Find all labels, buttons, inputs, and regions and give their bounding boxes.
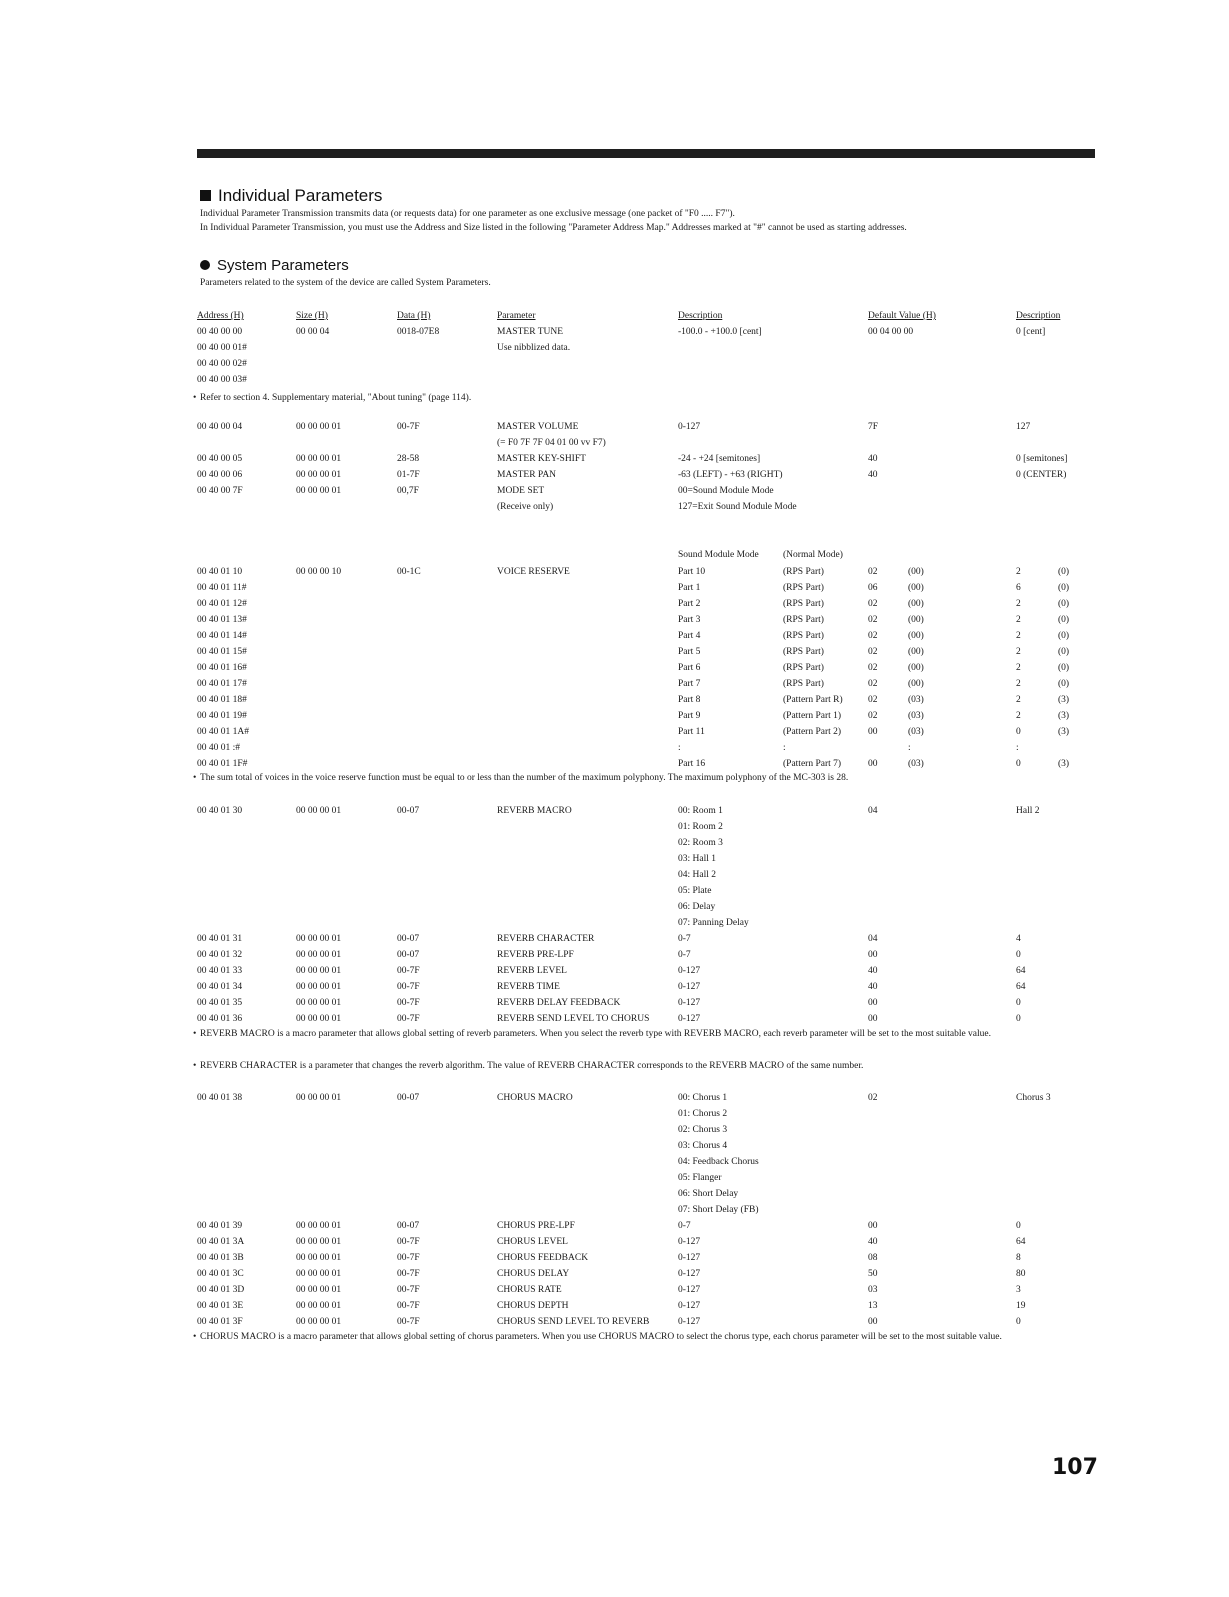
master-row-data: 28-58 bbox=[397, 454, 420, 464]
voice-row-d1: 02 bbox=[868, 711, 878, 721]
voice-row-v1: 2 bbox=[1016, 679, 1021, 689]
reverb-macro-option: 06: Delay bbox=[678, 902, 716, 912]
voice-row-v2: (3) bbox=[1058, 727, 1070, 737]
reverb-row-desc: 0-127 bbox=[678, 1014, 701, 1024]
chorus-macro-size: 00 00 00 01 bbox=[296, 1093, 342, 1103]
voice-row-v1: : bbox=[1016, 743, 1019, 753]
voice-row-d2: (00) bbox=[908, 631, 924, 641]
master-row-addr: 00 40 00 7F bbox=[197, 486, 243, 496]
chorus-row-addr: 00 40 01 3F bbox=[197, 1317, 243, 1327]
master-row-desc: -24 - +24 [semitones] bbox=[678, 454, 761, 464]
master-row-param: MASTER PAN bbox=[497, 470, 557, 480]
voice-row-v1: 2 bbox=[1016, 631, 1021, 641]
voice-row-part: Part 7 bbox=[678, 679, 701, 689]
reverb-row-size: 00 00 00 01 bbox=[296, 1014, 342, 1024]
voice-row-v2: (0) bbox=[1058, 615, 1070, 625]
voice-row-v2: (3) bbox=[1058, 759, 1070, 769]
chorus-row-desc2: 80 bbox=[1016, 1269, 1026, 1279]
voice-row-d1: 02 bbox=[868, 647, 878, 657]
master-row-data: 00-7F bbox=[397, 422, 420, 432]
reverb-row-desc2: 4 bbox=[1016, 934, 1021, 944]
voice-row-d2: (00) bbox=[908, 567, 924, 577]
chorus-row-addr: 00 40 01 3A bbox=[197, 1237, 245, 1247]
voice-row-addr: 00 40 01 15# bbox=[197, 647, 247, 657]
chorus-macro-addr: 00 40 01 38 bbox=[197, 1093, 243, 1103]
voice-row-type: (Pattern Part 2) bbox=[783, 727, 842, 737]
reverb-row-desc: 0-7 bbox=[678, 950, 691, 960]
chorus-row-desc: 0-127 bbox=[678, 1269, 701, 1279]
bullet-icon: • bbox=[193, 1332, 197, 1342]
master-row-size: 00 00 00 01 bbox=[296, 422, 342, 432]
voice-row-v1: 2 bbox=[1016, 599, 1021, 609]
voice-row-addr: 00 40 01 13# bbox=[197, 615, 247, 625]
reverb-row-addr: 00 40 01 36 bbox=[197, 1014, 243, 1024]
chorus-macro-def: 02 bbox=[868, 1093, 878, 1103]
chorus-row-def: 40 bbox=[868, 1237, 878, 1247]
voice-row-type: (RPS Part) bbox=[783, 615, 824, 625]
voice-row-v1: 2 bbox=[1016, 663, 1021, 673]
voice-row-v2: (0) bbox=[1058, 567, 1070, 577]
reverb-row-size: 00 00 00 01 bbox=[296, 950, 342, 960]
chorus-row-data: 00-7F bbox=[397, 1253, 420, 1263]
voice-row-addr: 00 40 01 1F# bbox=[197, 759, 248, 769]
column-header: Parameter bbox=[497, 311, 536, 321]
reverb-row-param: REVERB CHARACTER bbox=[497, 934, 595, 944]
chorus-row-desc2: 64 bbox=[1016, 1237, 1026, 1247]
chorus-row-data: 00-07 bbox=[397, 1221, 420, 1231]
reverb-row-desc: 0-127 bbox=[678, 982, 701, 992]
chorus-row-desc: 0-127 bbox=[678, 1237, 701, 1247]
tune-row-addr: 00 40 00 01# bbox=[197, 343, 247, 353]
chorus-row-size: 00 00 00 01 bbox=[296, 1221, 342, 1231]
voice-subheader: (Normal Mode) bbox=[783, 550, 843, 560]
voice-row-d2: (03) bbox=[908, 711, 924, 721]
master-row-desc2: 127 bbox=[1016, 422, 1031, 432]
reverb-row-data: 00-7F bbox=[397, 998, 420, 1008]
voice-row-part: Part 3 bbox=[678, 615, 701, 625]
chorus-row-param: CHORUS SEND LEVEL TO REVERB bbox=[497, 1317, 650, 1327]
note-text: Refer to section 4. Supplementary material, "About tuning" (page 114). bbox=[200, 393, 472, 403]
section-heading bbox=[200, 186, 382, 206]
voice-row-type: (RPS Part) bbox=[783, 679, 824, 689]
reverb-macro-desc2: Hall 2 bbox=[1016, 806, 1040, 816]
voice-row-addr: 00 40 01 19# bbox=[197, 711, 247, 721]
voice-row-data: 00-1C bbox=[397, 567, 421, 577]
reverb-row-size: 00 00 00 01 bbox=[296, 998, 342, 1008]
column-header: Description bbox=[1016, 311, 1061, 321]
chorus-macro-data: 00-07 bbox=[397, 1093, 420, 1103]
chorus-macro-option: 00: Chorus 1 bbox=[678, 1093, 728, 1103]
voice-row-part: Part 11 bbox=[678, 727, 705, 737]
section-intro-2: In Individual Parameter Transmission, you must use the Address and Size listed in the following "Parameter Address Map." Addresses marked at "#" cannot be used as starting addresses. bbox=[200, 223, 907, 233]
chorus-row-def: 00 bbox=[868, 1317, 878, 1327]
master-row-def: 7F bbox=[868, 422, 879, 432]
voice-row-v1: 2 bbox=[1016, 615, 1021, 625]
voice-row-type: (RPS Part) bbox=[783, 583, 824, 593]
voice-row-d1: 00 bbox=[868, 727, 878, 737]
master-row-data: 01-7F bbox=[397, 470, 420, 480]
tune-row-addr: 00 40 00 00 bbox=[197, 327, 243, 337]
voice-row-addr: 00 40 01 11# bbox=[197, 583, 247, 593]
top-rule bbox=[197, 149, 1095, 158]
voice-row-type: (Pattern Part 1) bbox=[783, 711, 842, 721]
chorus-row-def: 03 bbox=[868, 1285, 878, 1295]
voice-row-part: Part 16 bbox=[678, 759, 706, 769]
master-row-param: MODE SET bbox=[497, 486, 545, 496]
chorus-row-size: 00 00 00 01 bbox=[296, 1237, 342, 1247]
voice-row-d1: 00 bbox=[868, 759, 878, 769]
voice-row-d1: 02 bbox=[868, 567, 878, 577]
tune-row-desc: -100.0 - +100.0 [cent] bbox=[678, 327, 762, 337]
reverb-row-def: 40 bbox=[868, 966, 878, 976]
reverb-macro-addr: 00 40 01 30 bbox=[197, 806, 243, 816]
note-text: CHORUS MACRO is a macro parameter that allows global setting of chorus parameters. When you use CHORUS MACRO to select the chorus type, each chorus parameter will be set to the most suitable value. bbox=[200, 1332, 1002, 1342]
reverb-macro-option: 01: Room 2 bbox=[678, 822, 723, 832]
master-row-size: 00 00 00 01 bbox=[296, 486, 342, 496]
voice-row-size: 00 00 00 10 bbox=[296, 567, 342, 577]
voice-row-d2: (00) bbox=[908, 679, 924, 689]
voice-row-v2: (3) bbox=[1058, 711, 1070, 721]
chorus-row-desc: 0-127 bbox=[678, 1285, 701, 1295]
section-title: Individual Parameters bbox=[218, 186, 383, 205]
reverb-row-param: REVERB DELAY FEEDBACK bbox=[497, 998, 621, 1008]
reverb-row-size: 00 00 00 01 bbox=[296, 934, 342, 944]
voice-row-addr: 00 40 01 17# bbox=[197, 679, 247, 689]
voice-row-part: Part 6 bbox=[678, 663, 701, 673]
chorus-row-desc: 0-7 bbox=[678, 1221, 691, 1231]
chorus-macro-option: 07: Short Delay (FB) bbox=[678, 1205, 759, 1215]
voice-subheader: Sound Module Mode bbox=[678, 550, 759, 560]
chorus-row-addr: 00 40 01 3B bbox=[197, 1253, 244, 1263]
chorus-row-size: 00 00 00 01 bbox=[296, 1301, 342, 1311]
voice-row-part: : bbox=[678, 743, 681, 753]
master-row-data: 00,7F bbox=[397, 486, 419, 496]
chorus-row-desc: 0-127 bbox=[678, 1253, 701, 1263]
reverb-row-desc2: 64 bbox=[1016, 966, 1026, 976]
voice-row-v1: 2 bbox=[1016, 695, 1021, 705]
voice-row-d2: (00) bbox=[908, 663, 924, 673]
reverb-macro-option: 05: Plate bbox=[678, 886, 712, 896]
chorus-macro-desc2: Chorus 3 bbox=[1016, 1093, 1051, 1103]
voice-row-addr: 00 40 01 12# bbox=[197, 599, 247, 609]
voice-note bbox=[193, 771, 1096, 785]
voice-row-d2: (00) bbox=[908, 647, 924, 657]
reverb-row-def: 00 bbox=[868, 950, 878, 960]
voice-row-addr: 00 40 01 10 bbox=[197, 567, 243, 577]
column-header: Description bbox=[678, 311, 723, 321]
reverb-row-param: REVERB LEVEL bbox=[497, 966, 567, 976]
voice-row-d2: (03) bbox=[908, 727, 924, 737]
voice-row-type: (RPS Part) bbox=[783, 631, 824, 641]
chorus-row-data: 00-7F bbox=[397, 1301, 420, 1311]
master-row-desc: 127=Exit Sound Module Mode bbox=[678, 502, 797, 512]
subsection-intro: Parameters related to the system of the device are called System Parameters. bbox=[200, 278, 491, 288]
voice-row-v2: (3) bbox=[1058, 695, 1070, 705]
chorus-note bbox=[193, 1330, 1096, 1344]
chorus-row-data: 00-7F bbox=[397, 1269, 420, 1279]
master-row-addr: 00 40 00 05 bbox=[197, 454, 243, 464]
tune-row-addr: 00 40 00 03# bbox=[197, 375, 247, 385]
voice-row-type: (Pattern Part 7) bbox=[783, 759, 842, 769]
voice-row-part: Part 10 bbox=[678, 567, 706, 577]
voice-row-d1: 06 bbox=[868, 583, 878, 593]
bullet-icon: • bbox=[193, 393, 197, 403]
voice-row-v1: 0 bbox=[1016, 759, 1021, 769]
chorus-row-param: CHORUS PRE-LPF bbox=[497, 1221, 575, 1231]
tune-row-param: Use nibblized data. bbox=[497, 343, 571, 353]
master-row-desc: -63 (LEFT) - +63 (RIGHT) bbox=[678, 470, 783, 480]
square-bullet-icon bbox=[200, 190, 211, 201]
voice-row-v1: 2 bbox=[1016, 711, 1021, 721]
voice-row-addr: 00 40 01 14# bbox=[197, 631, 247, 641]
voice-row-part: Part 1 bbox=[678, 583, 701, 593]
master-row-addr: 00 40 00 04 bbox=[197, 422, 243, 432]
chorus-row-data: 00-7F bbox=[397, 1317, 420, 1327]
voice-row-part: Part 8 bbox=[678, 695, 701, 705]
voice-row-d2: (03) bbox=[908, 695, 924, 705]
reverb-row-def: 00 bbox=[868, 998, 878, 1008]
chorus-macro-option: 04: Feedback Chorus bbox=[678, 1157, 759, 1167]
voice-row-addr: 00 40 01 18# bbox=[197, 695, 247, 705]
master-row-desc: 0-127 bbox=[678, 422, 701, 432]
page-number: 107 bbox=[1052, 1455, 1098, 1480]
voice-row-d1: 02 bbox=[868, 695, 878, 705]
chorus-row-param: CHORUS RATE bbox=[497, 1285, 562, 1295]
reverb-row-addr: 00 40 01 32 bbox=[197, 950, 243, 960]
reverb-row-param: REVERB PRE-LPF bbox=[497, 950, 574, 960]
chorus-row-addr: 00 40 01 3C bbox=[197, 1269, 244, 1279]
voice-row-v1: 2 bbox=[1016, 567, 1021, 577]
chorus-row-addr: 00 40 01 3D bbox=[197, 1285, 245, 1295]
reverb-row-param: REVERB SEND LEVEL TO CHORUS bbox=[497, 1014, 650, 1024]
voice-row-d1: 02 bbox=[868, 615, 878, 625]
master-row-desc2: 0 (CENTER) bbox=[1016, 470, 1067, 480]
voice-row-v1: 0 bbox=[1016, 727, 1021, 737]
reverb-macro-option: 02: Room 3 bbox=[678, 838, 723, 848]
voice-row-v2: (0) bbox=[1058, 647, 1070, 657]
chorus-row-addr: 00 40 01 3E bbox=[197, 1301, 244, 1311]
voice-row-addr: 00 40 01 :# bbox=[197, 743, 241, 753]
bullet-icon: • bbox=[193, 773, 197, 783]
master-row-param: (Receive only) bbox=[497, 502, 554, 512]
reverb-macro-option: 07: Panning Delay bbox=[678, 918, 749, 928]
chorus-row-desc: 0-127 bbox=[678, 1317, 701, 1327]
chorus-row-def: 50 bbox=[868, 1269, 878, 1279]
reverb-row-desc2: 0 bbox=[1016, 950, 1021, 960]
chorus-macro-option: 05: Flanger bbox=[678, 1173, 722, 1183]
chorus-row-desc2: 0 bbox=[1016, 1317, 1021, 1327]
chorus-row-size: 00 00 00 01 bbox=[296, 1285, 342, 1295]
tuning-note bbox=[193, 391, 1096, 405]
reverb-row-size: 00 00 00 01 bbox=[296, 982, 342, 992]
chorus-row-data: 00-7F bbox=[397, 1237, 420, 1247]
tune-row-desc2: 0 [cent] bbox=[1016, 327, 1046, 337]
reverb-row-desc: 0-7 bbox=[678, 934, 691, 944]
voice-row-d1: 02 bbox=[868, 663, 878, 673]
chorus-row-def: 13 bbox=[868, 1301, 878, 1311]
tune-row-def: 00 04 00 00 bbox=[868, 327, 914, 337]
column-header: Size (H) bbox=[296, 311, 328, 321]
chorus-row-size: 00 00 00 01 bbox=[296, 1317, 342, 1327]
subsection-title: System Parameters bbox=[217, 257, 349, 274]
voice-row-d2: (00) bbox=[908, 583, 924, 593]
voice-row-type: (RPS Part) bbox=[783, 663, 824, 673]
tune-row-param: MASTER TUNE bbox=[497, 327, 564, 337]
reverb-macro-param: REVERB MACRO bbox=[497, 806, 572, 816]
chorus-row-param: CHORUS LEVEL bbox=[497, 1237, 568, 1247]
reverb-row-desc: 0-127 bbox=[678, 998, 701, 1008]
voice-row-v2: (0) bbox=[1058, 599, 1070, 609]
voice-row-d2: (03) bbox=[908, 759, 924, 769]
voice-row-addr: 00 40 01 1A# bbox=[197, 727, 249, 737]
bullet-icon: • bbox=[193, 1061, 197, 1071]
note-text: REVERB MACRO is a macro parameter that allows global setting of reverb parameters. When you select the reverb type with REVERB MACRO, each reverb parameter will be set to the most suitable value. bbox=[200, 1029, 992, 1039]
reverb-row-def: 00 bbox=[868, 1014, 878, 1024]
chorus-row-desc2: 0 bbox=[1016, 1221, 1021, 1231]
chorus-row-param: CHORUS DEPTH bbox=[497, 1301, 569, 1311]
voice-row-addr: 00 40 01 16# bbox=[197, 663, 247, 673]
reverb-row-desc2: 64 bbox=[1016, 982, 1026, 992]
reverb-macro-option: 04: Hall 2 bbox=[678, 870, 716, 880]
reverb-row-addr: 00 40 01 33 bbox=[197, 966, 243, 976]
reverb-macro-option: 00: Room 1 bbox=[678, 806, 723, 816]
reverb-row-param: REVERB TIME bbox=[497, 982, 560, 992]
master-row-param: MASTER KEY-SHIFT bbox=[497, 454, 586, 464]
voice-row-part: Part 2 bbox=[678, 599, 701, 609]
reverb-row-data: 00-07 bbox=[397, 934, 420, 944]
master-row-param: MASTER VOLUME bbox=[497, 422, 579, 432]
tune-row-addr: 00 40 00 02# bbox=[197, 359, 247, 369]
chorus-row-desc2: 8 bbox=[1016, 1253, 1021, 1263]
master-row-size: 00 00 00 01 bbox=[296, 454, 342, 464]
chorus-row-addr: 00 40 01 39 bbox=[197, 1221, 243, 1231]
tune-row-data: 0018-07E8 bbox=[397, 327, 440, 337]
reverb-macro-size: 00 00 00 01 bbox=[296, 806, 342, 816]
section-intro-1: Individual Parameter Transmission transmits data (or requests data) for one parameter as one exclusive message (one packet of "F0 ..... F7"). bbox=[200, 209, 735, 219]
chorus-row-def: 08 bbox=[868, 1253, 878, 1263]
voice-row-param: VOICE RESERVE bbox=[497, 567, 570, 577]
reverb-note bbox=[193, 1027, 1096, 1041]
master-row-def: 40 bbox=[868, 454, 878, 464]
reverb-row-def: 04 bbox=[868, 934, 878, 944]
voice-row-type: (RPS Part) bbox=[783, 599, 824, 609]
voice-row-type: : bbox=[783, 743, 786, 753]
reverb-row-data: 00-7F bbox=[397, 1014, 420, 1024]
chorus-row-data: 00-7F bbox=[397, 1285, 420, 1295]
column-header: Data (H) bbox=[397, 311, 431, 321]
bullet-icon: • bbox=[193, 1029, 197, 1039]
master-row-def: 40 bbox=[868, 470, 878, 480]
voice-row-d2: (00) bbox=[908, 599, 924, 609]
chorus-macro-option: 01: Chorus 2 bbox=[678, 1109, 728, 1119]
master-row-param: (= F0 7F 7F 04 01 00 vv F7) bbox=[497, 438, 606, 448]
voice-row-v2: (0) bbox=[1058, 663, 1070, 673]
voice-row-v2: (0) bbox=[1058, 583, 1070, 593]
voice-row-d2: (00) bbox=[908, 615, 924, 625]
reverb-row-size: 00 00 00 01 bbox=[296, 966, 342, 976]
chorus-row-desc2: 3 bbox=[1016, 1285, 1021, 1295]
reverb-macro-option: 03: Hall 1 bbox=[678, 854, 716, 864]
reverb-row-def: 40 bbox=[868, 982, 878, 992]
chorus-macro-option: 02: Chorus 3 bbox=[678, 1125, 728, 1135]
voice-row-type: (RPS Part) bbox=[783, 567, 824, 577]
chorus-row-def: 00 bbox=[868, 1221, 878, 1231]
voice-row-v1: 2 bbox=[1016, 647, 1021, 657]
voice-row-type: (Pattern Part R) bbox=[783, 695, 843, 705]
voice-row-v1: 6 bbox=[1016, 583, 1021, 593]
voice-row-d1: 02 bbox=[868, 679, 878, 689]
reverb-macro-data: 00-07 bbox=[397, 806, 420, 816]
tune-row-size: 00 00 04 bbox=[296, 327, 330, 337]
reverb-row-addr: 00 40 01 34 bbox=[197, 982, 243, 992]
voice-row-d1: 02 bbox=[868, 599, 878, 609]
voice-row-v2: (0) bbox=[1058, 679, 1070, 689]
chorus-row-param: CHORUS FEEDBACK bbox=[497, 1253, 589, 1263]
column-header: Address (H) bbox=[197, 311, 244, 321]
chorus-row-size: 00 00 00 01 bbox=[296, 1253, 342, 1263]
voice-row-type: (RPS Part) bbox=[783, 647, 824, 657]
reverb-note bbox=[193, 1059, 1096, 1073]
column-header: Default Value (H) bbox=[868, 311, 936, 321]
voice-row-d2: : bbox=[908, 743, 911, 753]
note-text: The sum total of voices in the voice reserve function must be equal to or less than the number of the maximum polyphony. The maximum polyphony of the MC-303 is 28. bbox=[200, 773, 849, 783]
reverb-row-data: 00-7F bbox=[397, 966, 420, 976]
voice-row-d1: 02 bbox=[868, 631, 878, 641]
master-row-desc: 00=Sound Module Mode bbox=[678, 486, 774, 496]
master-row-addr: 00 40 00 06 bbox=[197, 470, 243, 480]
reverb-row-desc2: 0 bbox=[1016, 1014, 1021, 1024]
voice-row-part: Part 5 bbox=[678, 647, 701, 657]
master-row-size: 00 00 00 01 bbox=[296, 470, 342, 480]
reverb-row-desc: 0-127 bbox=[678, 966, 701, 976]
voice-row-part: Part 4 bbox=[678, 631, 701, 641]
master-row-desc2: 0 [semitones] bbox=[1016, 454, 1068, 464]
reverb-row-addr: 00 40 01 35 bbox=[197, 998, 243, 1008]
reverb-macro-def: 04 bbox=[868, 806, 878, 816]
chorus-row-param: CHORUS DELAY bbox=[497, 1269, 570, 1279]
reverb-row-data: 00-07 bbox=[397, 950, 420, 960]
chorus-row-size: 00 00 00 01 bbox=[296, 1269, 342, 1279]
note-text: REVERB CHARACTER is a parameter that changes the reverb algorithm. The value of REVERB CHARACTER corresponds to the REVERB MACRO of the same number. bbox=[200, 1061, 864, 1071]
subsection-heading bbox=[200, 257, 349, 274]
chorus-macro-param: CHORUS MACRO bbox=[497, 1093, 573, 1103]
reverb-row-data: 00-7F bbox=[397, 982, 420, 992]
chorus-macro-option: 03: Chorus 4 bbox=[678, 1141, 728, 1151]
chorus-row-desc2: 19 bbox=[1016, 1301, 1026, 1311]
reverb-row-desc2: 0 bbox=[1016, 998, 1021, 1008]
reverb-row-addr: 00 40 01 31 bbox=[197, 934, 243, 944]
voice-row-v2: (0) bbox=[1058, 631, 1070, 641]
chorus-macro-option: 06: Short Delay bbox=[678, 1189, 739, 1199]
chorus-row-desc: 0-127 bbox=[678, 1301, 701, 1311]
round-bullet-icon bbox=[200, 260, 210, 270]
voice-row-part: Part 9 bbox=[678, 711, 701, 721]
